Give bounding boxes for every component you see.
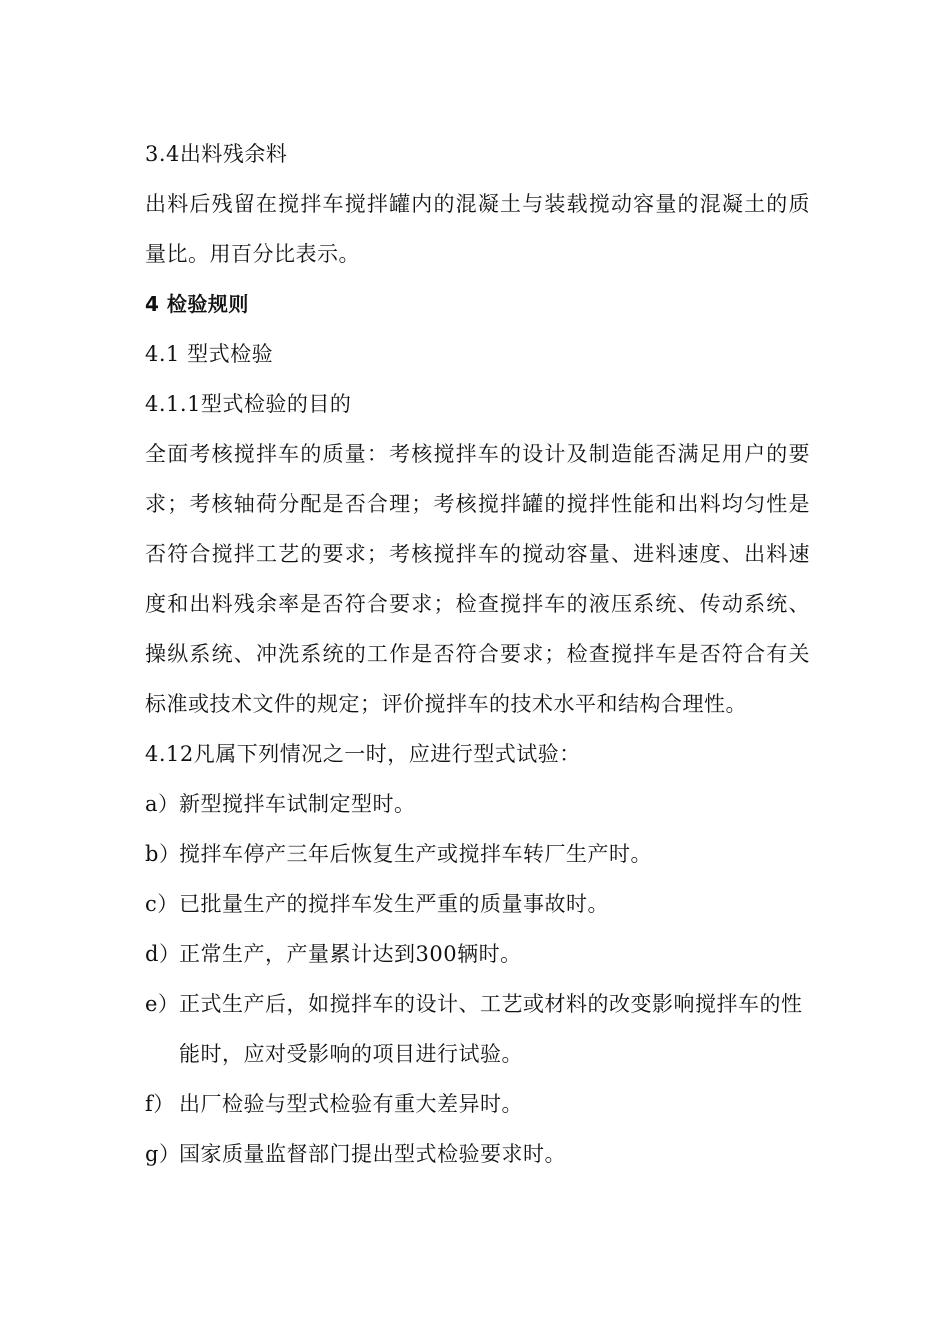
list-item-mark: b） (145, 842, 181, 866)
section-4-1-1-body: 全面考核搅拌车的质量：考核搅拌车的设计及制造能否满足用户的要求；考核轴荷分配是否合理；考核搅拌罐的搅拌性能和出料均匀性是否符合搅拌工艺的要求；考核搅拌车的搅动容量、进料速度、出料速度和出料残余率是否符合要求；检查搅拌车的液压系统、传动系统、操纵系统、冲洗系统的工作是否符合要求；检查搅拌车是否符合有关标准或技术文件的规定；评价搅拌车的技术水平和结构合理性。 (145, 442, 810, 716)
list-item (145, 879, 810, 929)
list-item-text: 已批量生产的搅拌车发生严重的质量事故时。 (179, 892, 609, 916)
list-item (145, 779, 810, 829)
section-4-1-title: 4.1 型式检验 (145, 342, 274, 366)
list-item-mark: c） (145, 892, 179, 916)
list-item-text: 正式生产后，如搅拌车的设计、工艺或材料的改变影响搅拌车的性能时，应对受影响的项目进行试验。 (179, 992, 803, 1066)
list-item-text: 搅拌车停产三年后恢复生产或搅拌车转厂生产时。 (179, 842, 652, 866)
list-item-mark: d） (145, 942, 181, 966)
list-item-text: 出厂检验与型式检验有重大差异时。 (179, 1092, 523, 1116)
section-4-1-2-title: 4.12凡属下列情况之一时，应进行型式试验： (145, 742, 581, 766)
list-item-text: 新型搅拌车试制定型时。 (179, 792, 416, 816)
section-4-1-1-title: 4.1.1型式检验的目的 (145, 392, 352, 416)
list-item (145, 1129, 810, 1179)
list-item (145, 979, 810, 1079)
list-item-text: 正常生产，产量累计达到300辆时。 (179, 942, 522, 966)
section-3-4-body: 出料后残留在搅拌车搅拌罐内的混凝土与装载搅动容量的混凝土的质量比。用百分比表示。 (145, 192, 810, 266)
section-4-heading: 4 检验规则 (145, 292, 249, 316)
list-item (145, 1079, 810, 1129)
list-item-mark: a） (145, 792, 180, 816)
section-3-4-title: 3.4出料残余料 (145, 142, 288, 166)
list-item-text: 国家质量监督部门提出型式检验要求时。 (179, 1142, 566, 1166)
list-item (145, 929, 810, 979)
list-item-mark: g） (145, 1142, 181, 1166)
list-item-mark: e） (145, 992, 180, 1016)
document-page (145, 129, 810, 1179)
list-item (145, 829, 810, 879)
list-item-mark: f） (145, 1092, 175, 1116)
